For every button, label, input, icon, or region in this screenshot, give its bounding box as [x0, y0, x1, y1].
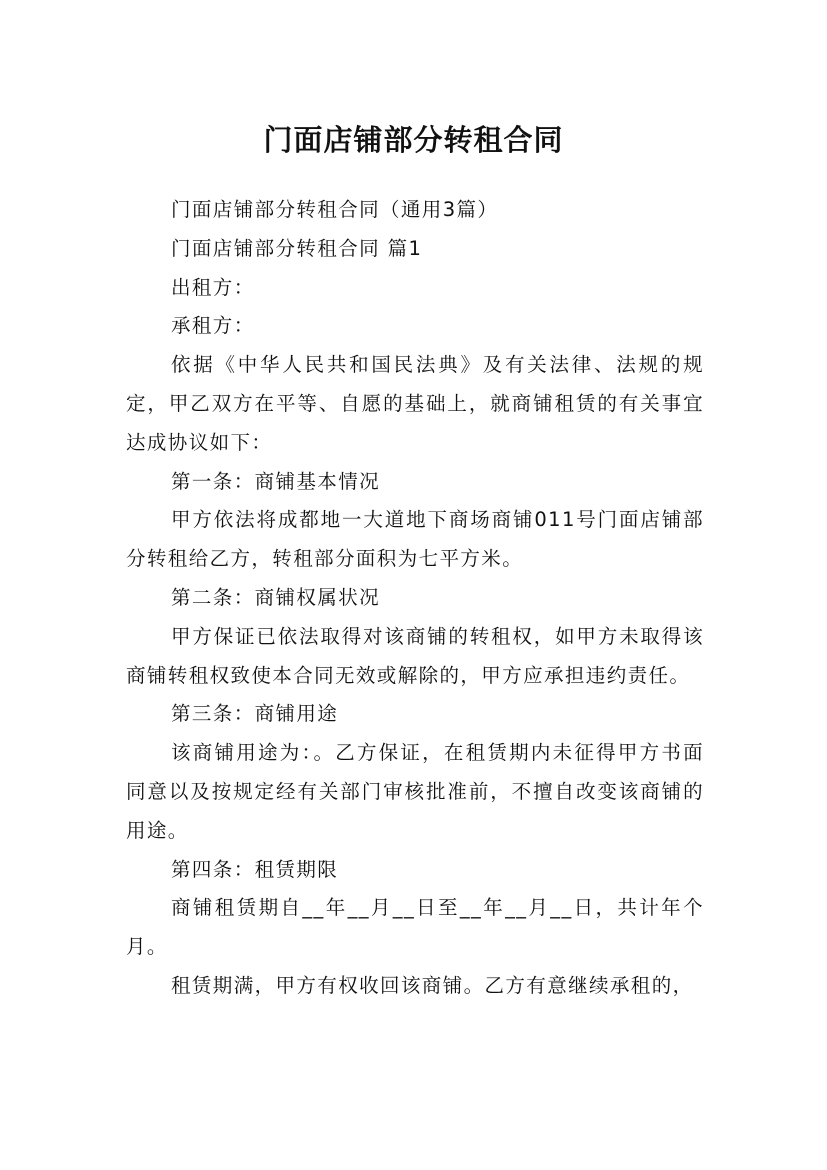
article-1-text: 甲方依法将成都地一大道地下商场商铺011号门面店铺部分转租给乙方，转租部分面积为七平方米。: [126, 508, 704, 571]
paragraph-lessee: 承租方：: [171, 314, 255, 338]
paragraph-collection-title: 门面店铺部分转租合同（通用3篇）: [171, 198, 499, 221]
article-4-text-renewal: 租赁期满，甲方有权收回该商铺。乙方有意继续承租的，: [171, 973, 694, 997]
article-2-text: 甲方保证已依法取得对该商铺的转租权，如甲方未取得该商铺转租权致使本合同无效或解除的，甲方应承担违约责任。: [126, 624, 704, 687]
article-3-heading: 第三条：商铺用途: [171, 702, 339, 726]
article-2-heading: 第二条：商铺权属状况: [171, 585, 381, 609]
article-4-heading: 第四条：租赁期限: [171, 857, 339, 881]
paragraph-lessor: 出租方：: [171, 275, 255, 299]
article-3-text: 该商铺用途为：。乙方保证，在租赁期内未征得甲方书面同意以及按规定经有关部门审核批准前，不擅自改变该商铺的用途。: [126, 741, 704, 842]
article-1-heading: 第一条：商铺基本情况: [171, 469, 381, 493]
article-4-text-term: 商铺租赁期自__年__月__日至__年__月__日，共计年个月。: [126, 896, 704, 959]
paragraph-section-title: 门面店铺部分转租合同 篇1: [171, 236, 423, 260]
document-body: [126, 191, 704, 1006]
document-title: 门面店铺部分转租合同: [263, 123, 564, 158]
paragraph-legal-basis: 依据《中华人民共和国民法典》及有关法律、法规的规定，甲乙双方在平等、自愿的基础上，就商铺租赁的有关事宜达成协议如下：: [126, 353, 704, 454]
